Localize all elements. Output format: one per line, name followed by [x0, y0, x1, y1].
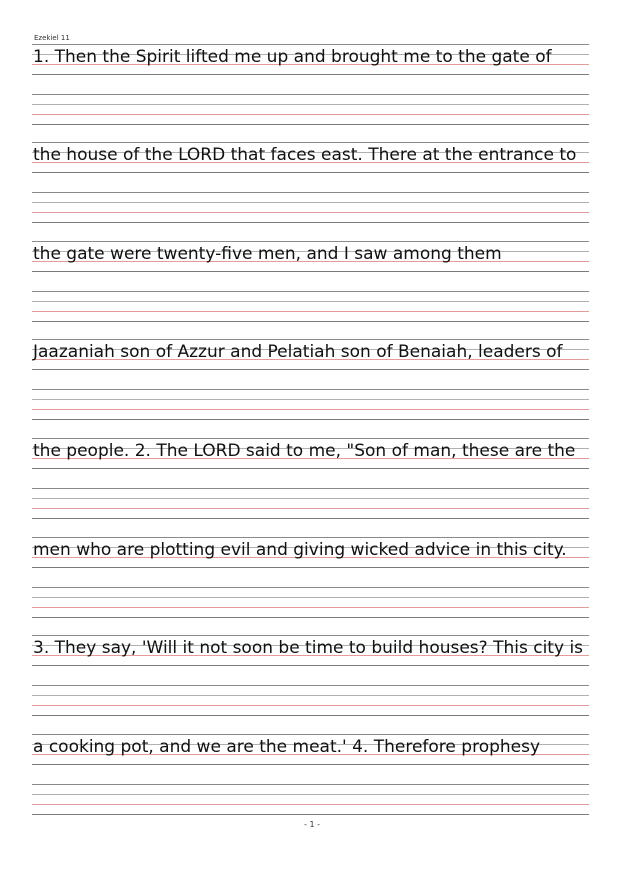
line-text: the house of the LORD that faces east. There at the entrance to [33, 145, 577, 165]
line-text: 1. Then the Spirit lifted me up and brought me to the gate of [33, 47, 552, 67]
line-text: a cooking pot, and we are the meat.' 4. Therefore prophesy [33, 737, 541, 757]
practice-line-2 [32, 142, 589, 226]
page-number: - 1 - [304, 820, 320, 829]
line-text: Jaazaniah son of Azzur and Pelatiah son of Benaiah, leaders of [33, 342, 563, 362]
practice-line-5 [32, 438, 589, 522]
line-text: 3. They say, 'Will it not soon be time to build houses? This city is [33, 638, 584, 658]
practice-line-7 [32, 635, 589, 719]
chapter-header: Ezekiel 11 [34, 34, 70, 42]
line-text: the people. 2. The LORD said to me, "Son of man, these are the [33, 441, 576, 461]
line-text: men who are plotting evil and giving wicked advice in this city. [33, 540, 567, 560]
practice-line-1 [32, 44, 589, 128]
practice-line-8 [32, 734, 589, 818]
practice-line-3 [32, 241, 589, 325]
line-text: the gate were twenty-five men, and I saw among them [33, 244, 502, 264]
practice-line-4 [32, 339, 589, 423]
practice-line-6 [32, 537, 589, 621]
